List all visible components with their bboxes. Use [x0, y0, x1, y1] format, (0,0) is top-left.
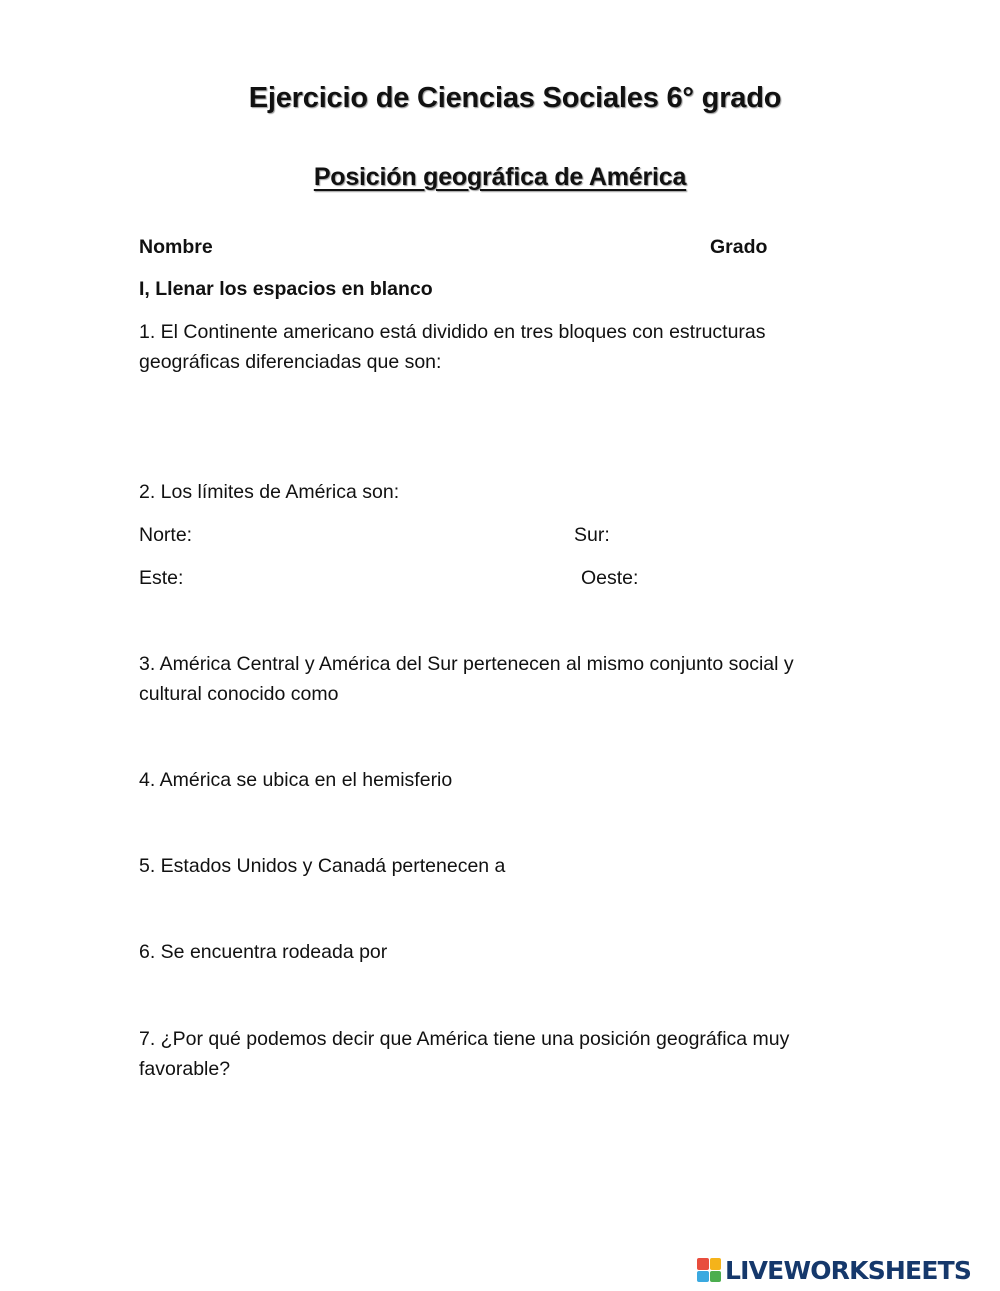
worksheet-title: Ejercicio de Ciencias Sociales 6° grado: [248, 82, 782, 114]
limit-west-label: Oeste:: [581, 567, 639, 589]
liveworksheets-blocks-icon: [697, 1258, 721, 1282]
question-5: 5. Estados Unidos y Canadá pertenecen a: [139, 855, 506, 877]
question-7: 7. ¿Por qué podemos decir que América tiene una posición geográfica muy favorable?: [139, 1028, 790, 1080]
block-blue: [697, 1271, 709, 1283]
worksheet-subtitle: Posición geográfica de América: [313, 163, 687, 191]
grade-label: Grado: [710, 236, 768, 258]
block-red: [697, 1258, 709, 1270]
question-1: 1. El Continente americano está dividido en tres bloques con estructuras geográficas diferenciadas que son:: [139, 321, 766, 373]
question-3: 3. América Central y América del Sur pertenecen al mismo conjunto social y cultural conocido como: [139, 653, 794, 705]
block-yellow: [710, 1258, 722, 1270]
block-green: [710, 1271, 722, 1283]
section-heading: I, Llenar los espacios en blanco: [139, 278, 433, 300]
question-4: 4. América se ubica en el hemisferio: [139, 769, 453, 791]
question-2: 2. Los límites de América son:: [139, 481, 400, 503]
liveworksheets-logo-text: LIVEWORKSHEETS: [725, 1255, 972, 1285]
liveworksheets-logo: [697, 1253, 971, 1287]
limit-south-label: Sur:: [574, 524, 610, 546]
limit-north-label: Norte:: [139, 524, 193, 546]
question-6: 6. Se encuentra rodeada por: [139, 941, 388, 963]
name-label: Nombre: [139, 236, 213, 258]
limit-east-label: Este:: [139, 567, 184, 589]
